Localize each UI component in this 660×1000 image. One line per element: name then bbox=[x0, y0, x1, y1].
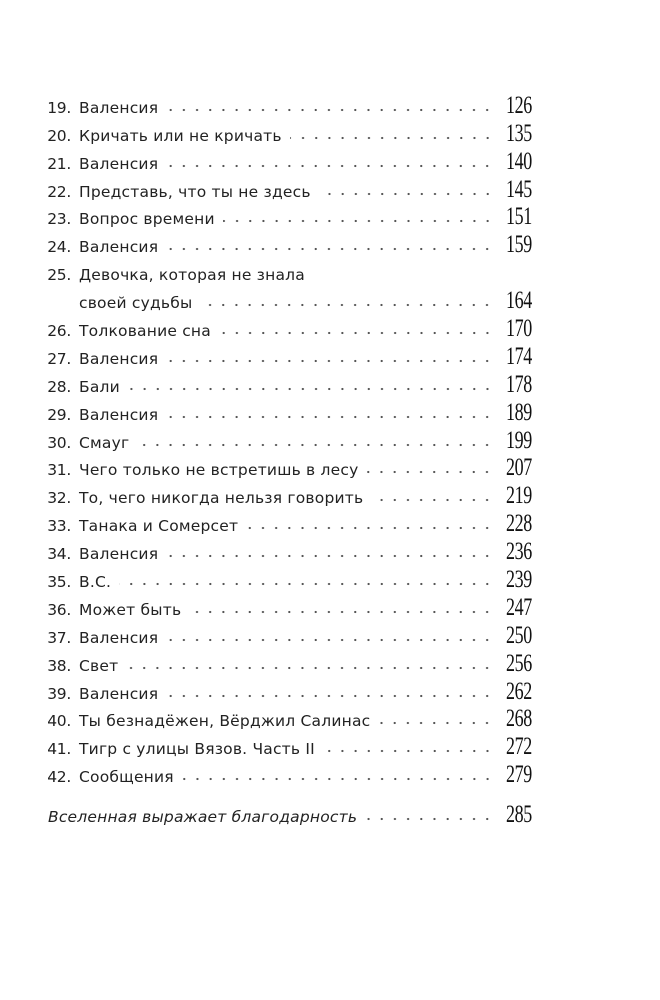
dot-leader bbox=[166, 247, 494, 251]
toc-entry bbox=[30, 758, 550, 789]
page-number: 279 bbox=[506, 761, 532, 789]
chapter-number: 34. bbox=[47, 545, 71, 564]
toc-entry bbox=[30, 507, 550, 538]
dot-leader bbox=[166, 638, 494, 642]
page-number: 159 bbox=[506, 231, 532, 259]
dot-leader bbox=[126, 666, 494, 670]
chapter-title: Девочка, которая не знала bbox=[79, 266, 305, 285]
dot-leader bbox=[166, 108, 494, 112]
chapter-title: Валенсия bbox=[79, 98, 159, 117]
dot-leader bbox=[371, 498, 494, 502]
toc-entry bbox=[30, 424, 550, 452]
page-number: 140 bbox=[506, 147, 532, 175]
page-number: 228 bbox=[506, 510, 532, 538]
chapter-title: Свет bbox=[79, 656, 119, 675]
toc-entry bbox=[30, 675, 550, 703]
chapter-number: 20. bbox=[47, 126, 71, 145]
chapter-title: Валенсия bbox=[79, 349, 159, 368]
chapter-title: Валенсия bbox=[79, 405, 159, 424]
toc-entry bbox=[30, 452, 550, 480]
dot-leader bbox=[246, 526, 494, 530]
toc-entry bbox=[30, 201, 550, 229]
page-number: 207 bbox=[506, 454, 532, 482]
chapter-number: 33. bbox=[47, 517, 71, 536]
chapter-title: Толкование сна bbox=[79, 322, 211, 341]
dot-leader bbox=[200, 303, 494, 307]
chapter-number: 27. bbox=[47, 349, 71, 368]
dot-leader bbox=[189, 610, 494, 614]
chapter-number: 42. bbox=[47, 768, 71, 787]
dot-leader bbox=[290, 136, 494, 140]
page-number: 151 bbox=[506, 203, 532, 231]
page-number: 178 bbox=[506, 370, 532, 398]
chapter-title: Валенсия bbox=[79, 684, 159, 703]
dot-leader bbox=[223, 219, 494, 223]
chapter-title: Тигр с улицы Вязов. Часть II bbox=[79, 740, 315, 759]
chapter-title: То, чего никогда нельзя говорить bbox=[79, 489, 364, 508]
dot-leader bbox=[323, 749, 494, 753]
toc-entry bbox=[30, 228, 550, 259]
page-number: 170 bbox=[506, 315, 532, 343]
toc-entry bbox=[30, 591, 550, 619]
page-number: 285 bbox=[506, 801, 532, 829]
chapter-number: 25. bbox=[47, 266, 71, 285]
toc-entry bbox=[30, 145, 550, 173]
chapter-title: Сообщения bbox=[79, 768, 174, 787]
page-number: 250 bbox=[506, 621, 532, 649]
chapter-number: 36. bbox=[47, 600, 71, 619]
chapter-title: Валенсия bbox=[79, 238, 159, 257]
dot-leader bbox=[219, 331, 494, 335]
chapter-number: 21. bbox=[47, 154, 71, 173]
toc-entry bbox=[30, 256, 550, 284]
chapter-number: 35. bbox=[47, 573, 71, 592]
page-number: 247 bbox=[506, 593, 532, 621]
dot-leader bbox=[366, 470, 494, 474]
page-number: 239 bbox=[506, 566, 532, 594]
toc-entry bbox=[30, 563, 550, 594]
chapter-title: Валенсия bbox=[79, 628, 159, 647]
page-number: 199 bbox=[506, 426, 532, 454]
page-number: 135 bbox=[506, 119, 532, 147]
chapter-number: 31. bbox=[47, 461, 71, 480]
chapter-title: Кричать или не кричать bbox=[79, 126, 282, 145]
chapter-number: 40. bbox=[47, 712, 71, 731]
chapter-number: 30. bbox=[47, 433, 71, 452]
page-number: 174 bbox=[506, 342, 532, 370]
page-number: 164 bbox=[506, 287, 532, 315]
page-number: 189 bbox=[506, 398, 532, 426]
dot-leader bbox=[128, 387, 494, 391]
chapter-number: 26. bbox=[47, 322, 71, 341]
toc-entry-acknowledgements bbox=[30, 798, 550, 829]
page-number: 236 bbox=[506, 538, 532, 566]
chapter-number: 37. bbox=[47, 628, 71, 647]
page-number: 126 bbox=[506, 91, 532, 119]
dot-leader bbox=[166, 554, 494, 558]
toc-entry bbox=[30, 340, 550, 368]
table-of-contents bbox=[30, 89, 550, 829]
chapter-title-continuation: своей судьбы bbox=[79, 294, 193, 313]
dot-leader bbox=[166, 164, 494, 168]
dot-leader bbox=[166, 359, 494, 363]
chapter-number: 23. bbox=[47, 210, 71, 229]
chapter-number: 29. bbox=[47, 405, 71, 424]
toc-entry-continuation bbox=[30, 284, 550, 315]
toc-entry bbox=[30, 479, 550, 510]
dot-leader bbox=[119, 582, 494, 586]
chapter-title: Танака и Сомерсет bbox=[79, 517, 239, 536]
dot-leader bbox=[182, 777, 494, 781]
toc-entry bbox=[30, 730, 550, 761]
page-number: 268 bbox=[506, 705, 532, 733]
chapter-title: В.С. bbox=[79, 573, 112, 592]
chapter-title: Бали bbox=[79, 377, 120, 396]
chapter-number: 22. bbox=[47, 182, 71, 201]
chapter-title: Вопрос времени bbox=[79, 210, 215, 229]
page-number: 256 bbox=[506, 649, 532, 677]
toc-entry bbox=[30, 368, 550, 396]
toc-entry bbox=[30, 173, 550, 201]
toc-entry bbox=[30, 117, 550, 145]
chapter-number: 41. bbox=[47, 740, 71, 759]
dot-leader bbox=[365, 817, 494, 821]
page-number: 272 bbox=[506, 733, 532, 761]
toc-entry bbox=[30, 89, 550, 117]
chapter-title: Представь, что ты не здесь bbox=[79, 182, 311, 201]
toc-entry bbox=[30, 703, 550, 731]
chapter-number: 24. bbox=[47, 238, 71, 257]
chapter-title: Валенсия bbox=[79, 154, 159, 173]
toc-entry bbox=[30, 396, 550, 424]
dot-leader bbox=[378, 721, 494, 725]
dot-leader bbox=[319, 192, 494, 196]
chapter-number: 39. bbox=[47, 684, 71, 703]
chapter-number: 19. bbox=[47, 98, 71, 117]
acknowledgements-title: Вселенная выражает благодарность bbox=[48, 808, 358, 827]
toc-entry bbox=[30, 312, 550, 343]
toc-entry bbox=[30, 535, 550, 566]
page-number: 262 bbox=[506, 677, 532, 705]
chapter-number: 32. bbox=[47, 489, 71, 508]
chapter-number: 38. bbox=[47, 656, 71, 675]
toc-entry bbox=[30, 619, 550, 647]
page-number: 145 bbox=[506, 175, 532, 203]
toc-entry bbox=[30, 647, 550, 675]
chapter-number: 28. bbox=[47, 377, 71, 396]
chapter-title: Смауг bbox=[79, 433, 130, 452]
dot-leader bbox=[166, 415, 494, 419]
chapter-title: Чего только не встретишь в лесу bbox=[79, 461, 359, 480]
chapter-title: Ты безнадёжен, Вёрджил Салинас bbox=[79, 712, 371, 731]
dot-leader bbox=[137, 443, 494, 447]
chapter-title: Может быть bbox=[79, 600, 182, 619]
chapter-title: Валенсия bbox=[79, 545, 159, 564]
page-number: 219 bbox=[506, 482, 532, 510]
dot-leader bbox=[166, 694, 494, 698]
